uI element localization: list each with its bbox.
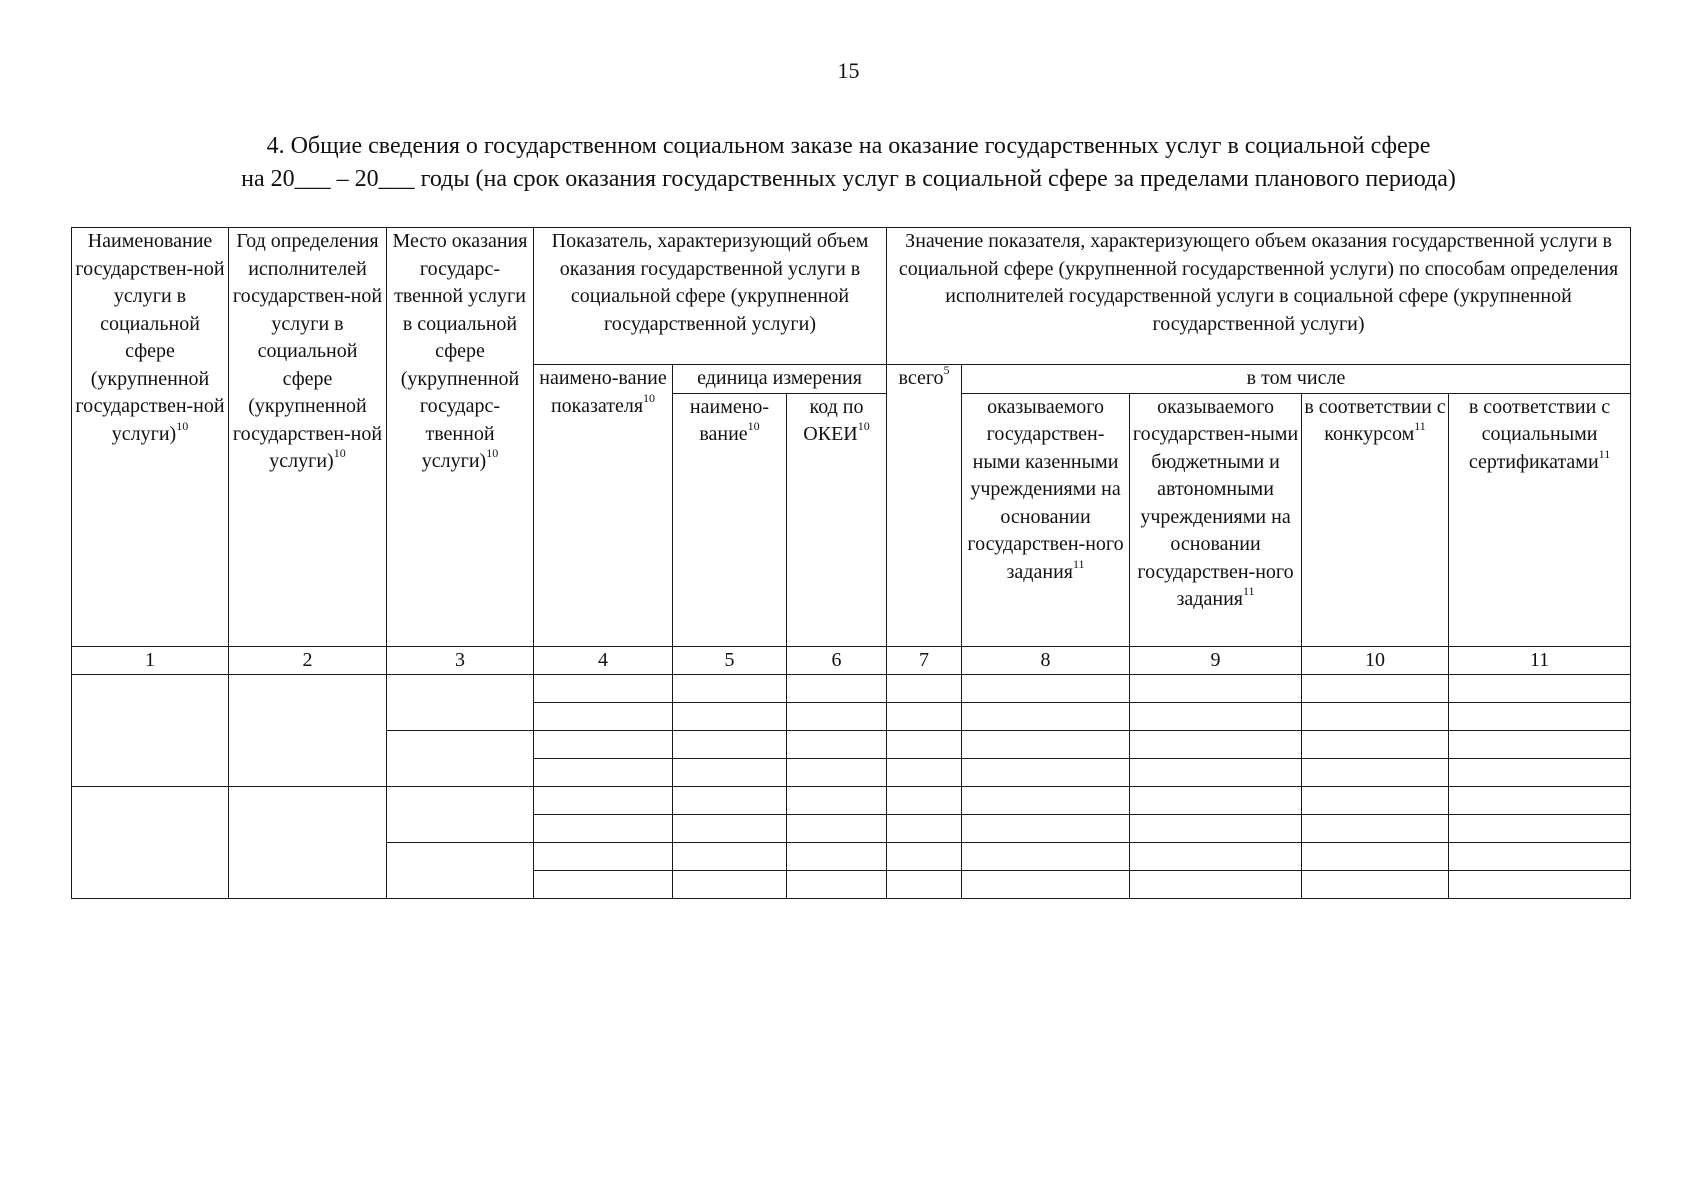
empty-cell[interactable] bbox=[534, 758, 673, 786]
empty-cell[interactable] bbox=[534, 702, 673, 730]
empty-cell[interactable] bbox=[1449, 730, 1631, 758]
empty-cell[interactable] bbox=[387, 730, 534, 786]
empty-cell[interactable] bbox=[887, 758, 962, 786]
header-service-name: Наименование государствен-ной услуги в социальной сфере (укрупненной государствен-ной услуги)$^{10}$ bbox=[72, 228, 229, 647]
empty-cell[interactable] bbox=[1449, 674, 1631, 702]
empty-cell[interactable] bbox=[673, 702, 787, 730]
empty-cell[interactable] bbox=[1449, 702, 1631, 730]
empty-cell[interactable] bbox=[787, 758, 887, 786]
column-number: 8 bbox=[962, 646, 1130, 674]
empty-cell[interactable] bbox=[1130, 814, 1302, 842]
empty-cell[interactable] bbox=[1130, 786, 1302, 814]
header-indicator-name: наимено-вание показателя$^{10}$ bbox=[534, 365, 673, 647]
section-title-line-2: на 20___ – 20___ годы (на срок оказания государственных услуг в социальной сфере за пределами планового периода) bbox=[241, 166, 1456, 192]
header-including: в том числе bbox=[962, 365, 1631, 394]
empty-cell[interactable] bbox=[962, 702, 1130, 730]
empty-cell[interactable] bbox=[887, 786, 962, 814]
empty-cell[interactable] bbox=[1449, 814, 1631, 842]
table-row bbox=[72, 674, 1631, 702]
empty-cell[interactable] bbox=[673, 814, 787, 842]
column-number: 2 bbox=[229, 646, 387, 674]
empty-cell[interactable] bbox=[229, 674, 387, 786]
section-title bbox=[0, 130, 1697, 196]
empty-cell[interactable] bbox=[72, 786, 229, 898]
empty-cell[interactable] bbox=[534, 730, 673, 758]
empty-cell[interactable] bbox=[887, 814, 962, 842]
column-number: 9 bbox=[1130, 646, 1302, 674]
empty-cell[interactable] bbox=[962, 786, 1130, 814]
empty-cell[interactable] bbox=[1302, 758, 1449, 786]
empty-cell[interactable] bbox=[962, 674, 1130, 702]
empty-cell[interactable] bbox=[887, 730, 962, 758]
empty-cell[interactable] bbox=[673, 786, 787, 814]
social-order-table bbox=[71, 227, 1631, 899]
column-number: 5 bbox=[673, 646, 787, 674]
empty-cell[interactable] bbox=[1130, 870, 1302, 898]
empty-cell[interactable] bbox=[1302, 674, 1449, 702]
empty-cell[interactable] bbox=[1302, 786, 1449, 814]
empty-cell[interactable] bbox=[387, 786, 534, 842]
empty-cell[interactable] bbox=[787, 674, 887, 702]
empty-cell[interactable] bbox=[534, 842, 673, 870]
empty-cell[interactable] bbox=[534, 786, 673, 814]
empty-cell[interactable] bbox=[387, 842, 534, 898]
header-year: Год определения исполнителей государствен-ной услуги в социальной сфере (укрупненной государствен-ной услуги)$^{10}$ bbox=[229, 228, 387, 647]
empty-cell[interactable] bbox=[229, 786, 387, 898]
empty-cell[interactable] bbox=[887, 702, 962, 730]
empty-cell[interactable] bbox=[534, 814, 673, 842]
empty-cell[interactable] bbox=[673, 730, 787, 758]
column-number: 11 bbox=[1449, 646, 1631, 674]
column-number: 7 bbox=[887, 646, 962, 674]
empty-cell[interactable] bbox=[887, 870, 962, 898]
empty-cell[interactable] bbox=[1130, 758, 1302, 786]
section-title-line-1: 4. Общие сведения о государственном социальном заказе на оказание государственных услуг в социальной сфере bbox=[266, 133, 1431, 159]
empty-cell[interactable] bbox=[1302, 814, 1449, 842]
empty-cell[interactable] bbox=[1130, 702, 1302, 730]
header-competition: в соответствии с конкурсом$^{11}$ bbox=[1302, 393, 1449, 646]
empty-cell[interactable] bbox=[787, 702, 887, 730]
empty-cell[interactable] bbox=[962, 730, 1130, 758]
header-okei-code: код по ОКЕИ$^{10}$ bbox=[787, 393, 887, 646]
empty-cell[interactable] bbox=[1302, 842, 1449, 870]
empty-cell[interactable] bbox=[1130, 674, 1302, 702]
empty-cell[interactable] bbox=[673, 870, 787, 898]
empty-cell[interactable] bbox=[1130, 730, 1302, 758]
header-indicator-group: Показатель, характеризующий объем оказания государственной услуги в социальной сфере (укрупненной государственной услуги) bbox=[534, 228, 887, 365]
column-number: 10 bbox=[1302, 646, 1449, 674]
empty-cell[interactable] bbox=[962, 758, 1130, 786]
empty-cell[interactable] bbox=[787, 842, 887, 870]
empty-cell[interactable] bbox=[787, 870, 887, 898]
empty-cell[interactable] bbox=[962, 842, 1130, 870]
column-number: 3 bbox=[387, 646, 534, 674]
table-row bbox=[72, 786, 1631, 814]
header-value-group: Значение показателя, характеризующего объем оказания государственной услуги в социальной сфере (укрупненной государственной услуги) по способам определения исполнителей государственной услуги в социальной сфере (укрупненной государственной услуги) bbox=[887, 228, 1631, 365]
column-number: 1 bbox=[72, 646, 229, 674]
column-number-row bbox=[72, 646, 1631, 674]
empty-cell[interactable] bbox=[534, 870, 673, 898]
empty-cell[interactable] bbox=[887, 674, 962, 702]
empty-cell[interactable] bbox=[387, 674, 534, 730]
empty-cell[interactable] bbox=[1449, 870, 1631, 898]
empty-cell[interactable] bbox=[962, 870, 1130, 898]
header-place: Место оказания государс-твенной услуги в социальной сфере (укрупненной государс-твенной услуги)$^{10}$ bbox=[387, 228, 534, 647]
empty-cell[interactable] bbox=[534, 674, 673, 702]
empty-cell[interactable] bbox=[787, 786, 887, 814]
empty-cell[interactable] bbox=[787, 814, 887, 842]
column-number: 4 bbox=[534, 646, 673, 674]
empty-cell[interactable] bbox=[1302, 702, 1449, 730]
empty-cell[interactable] bbox=[1130, 842, 1302, 870]
empty-cell[interactable] bbox=[673, 758, 787, 786]
column-number: 6 bbox=[787, 646, 887, 674]
empty-cell[interactable] bbox=[1302, 730, 1449, 758]
header-total: всего$^5$ bbox=[887, 365, 962, 647]
empty-cell[interactable] bbox=[673, 842, 787, 870]
header-unit-group: единица измерения bbox=[673, 365, 887, 394]
empty-cell[interactable] bbox=[72, 674, 229, 786]
header-state-institutions: оказываемого государствен-ными казенными учреждениями на основании государствен-ного задания$^{11}$ bbox=[962, 393, 1130, 646]
empty-cell[interactable] bbox=[673, 674, 787, 702]
page-number: 15 bbox=[837, 58, 860, 83]
empty-cell[interactable] bbox=[887, 842, 962, 870]
header-certificates: в соответствии с социальными сертификатами$^{11}$ bbox=[1449, 393, 1631, 646]
empty-cell[interactable] bbox=[1449, 842, 1631, 870]
empty-cell[interactable] bbox=[1302, 870, 1449, 898]
empty-cell[interactable] bbox=[1449, 786, 1631, 814]
empty-cell[interactable] bbox=[787, 730, 887, 758]
header-unit-name: наимено-вание$^{10}$ bbox=[673, 393, 787, 646]
empty-cell[interactable] bbox=[962, 814, 1130, 842]
empty-cell[interactable] bbox=[1449, 758, 1631, 786]
header-budget-institutions: оказываемого государствен-ными бюджетными и автономными учреждениями на основании государствен-ного задания$^{11}$ bbox=[1130, 393, 1302, 646]
